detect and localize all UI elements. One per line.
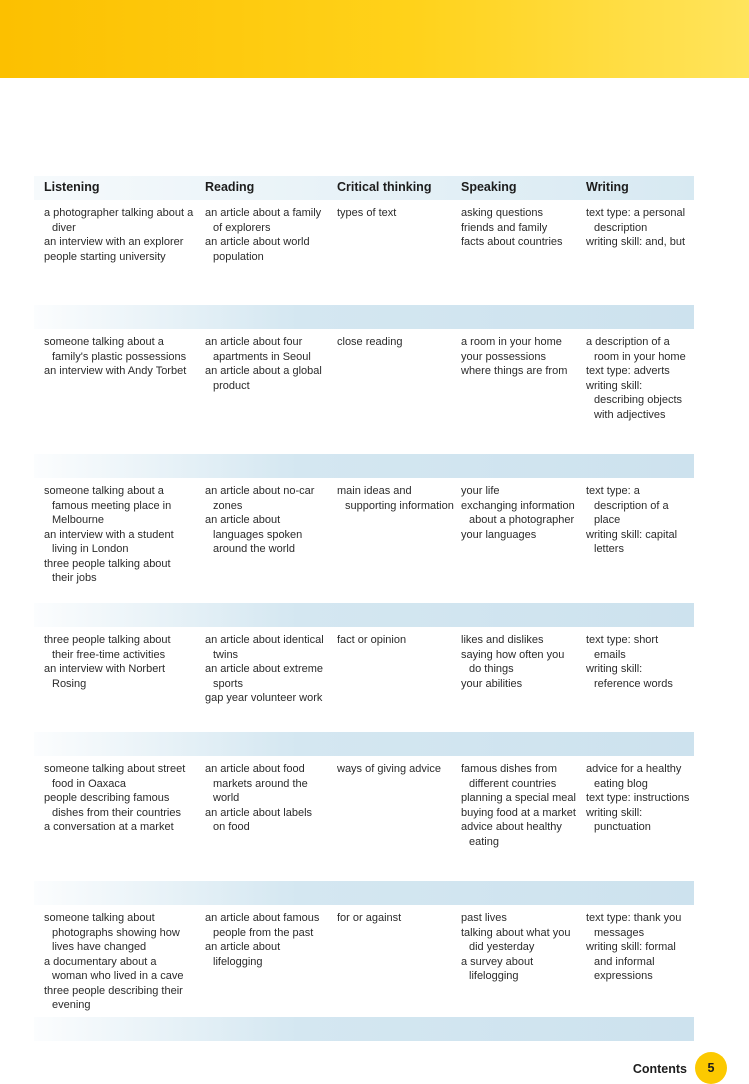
cell-critical xyxy=(337,335,455,350)
cell-entry: for or against xyxy=(337,912,402,924)
contents-label: Contents xyxy=(632,1062,687,1076)
cell-entry: someone talking about a famous meeting place in Melbourne xyxy=(44,485,172,526)
cell-entry: your languages xyxy=(461,528,537,541)
cell-reading xyxy=(205,911,327,969)
table-header xyxy=(34,176,694,200)
top-color-band xyxy=(0,0,749,78)
column-header-speaking: Speaking xyxy=(461,180,517,194)
unit-separator-band xyxy=(34,603,694,627)
cell-entry: a conversation at a market xyxy=(44,821,174,833)
cell-entry: facts about countries xyxy=(461,236,563,248)
cell-listening xyxy=(44,484,194,586)
cell-entry: writing skill: punctuation xyxy=(586,806,651,833)
cell-entry: a documentary about a woman who lived in a cave xyxy=(44,955,184,982)
cell-entry: text type: short emails xyxy=(586,634,659,661)
cell-entry: planning a special meal xyxy=(461,792,576,804)
cell-writing xyxy=(586,911,691,984)
cell-speaking xyxy=(461,762,579,849)
cell-entry: advice about healthy eating xyxy=(461,821,562,848)
cell-entry: gap year volunteer work xyxy=(205,692,323,704)
cell-reading xyxy=(205,206,327,264)
cell-listening xyxy=(44,206,194,264)
cell-entry: famous dishes from different countries xyxy=(461,763,557,790)
cell-listening xyxy=(44,633,194,691)
cell-entry: an article about a family of explorers xyxy=(205,207,322,234)
unit-row xyxy=(34,905,694,1017)
cell-speaking xyxy=(461,335,579,379)
cell-listening xyxy=(44,335,194,379)
cell-entry: a description of a room in your home xyxy=(586,336,686,363)
cell-entry: someone talking about street food in Oaxaca xyxy=(44,763,186,790)
cell-entry: your life xyxy=(461,485,500,497)
cell-entry: types of text xyxy=(337,207,397,219)
unit-separator-band xyxy=(34,881,694,905)
cell-entry: an article about identical twins xyxy=(205,634,324,661)
cell-entry: saying how often you do things xyxy=(461,648,565,675)
cell-entry: an article about extreme sports xyxy=(205,663,324,690)
cell-entry: writing skill: and, but xyxy=(586,236,686,248)
unit-separator-band xyxy=(34,305,694,329)
cell-entry: an interview with an explorer xyxy=(44,236,184,248)
cell-reading xyxy=(205,762,327,835)
cell-entry: an article about four apartments in Seoul xyxy=(205,336,311,363)
unit-row xyxy=(34,329,694,454)
cell-entry: people describing famous dishes from their countries xyxy=(44,792,181,819)
page-number-badge: 5 xyxy=(695,1052,727,1084)
cell-entry: a room in your home xyxy=(461,336,562,348)
cell-entry: exchanging information about a photographer xyxy=(461,499,575,526)
cell-entry: ways of giving advice xyxy=(337,763,441,775)
cell-entry: an article about world population xyxy=(205,236,310,263)
cell-entry: a survey about lifelogging xyxy=(461,955,534,982)
cell-entry: someone talking about photographs showing how lives have changed xyxy=(44,912,180,953)
unit-separator-band xyxy=(34,454,694,478)
column-header-writing: Writing xyxy=(586,180,629,194)
cell-entry: asking questions xyxy=(461,207,543,219)
cell-entry: someone talking about a family's plastic possessions xyxy=(44,336,187,363)
unit-row xyxy=(34,478,694,603)
cell-entry: three people talking about their jobs xyxy=(44,557,171,584)
cell-entry: text type: instructions xyxy=(586,792,690,804)
cell-writing xyxy=(586,206,691,250)
cell-speaking xyxy=(461,633,579,691)
cell-entry: three people talking about their free-time activities xyxy=(44,634,171,661)
cell-entry: text type: a description of a place xyxy=(586,485,669,526)
cell-critical xyxy=(337,633,455,648)
cell-entry: three people describing their evening xyxy=(44,984,183,1011)
cell-critical xyxy=(337,762,455,777)
page-footer xyxy=(0,1046,749,1080)
unit-row xyxy=(34,200,694,305)
cell-entry: writing skill: capital letters xyxy=(586,528,678,555)
cell-entry: text type: adverts xyxy=(586,365,670,377)
cell-entry: your abilities xyxy=(461,677,523,690)
cell-entry: an article about a global product xyxy=(205,365,322,392)
cell-entry: an interview with Norbert Rosing xyxy=(44,663,166,690)
cell-writing xyxy=(586,633,691,691)
cell-critical xyxy=(337,206,455,221)
cell-writing xyxy=(586,484,691,557)
cell-entry: likes and dislikes xyxy=(461,634,544,646)
cell-entry: close reading xyxy=(337,336,403,348)
cell-critical xyxy=(337,911,455,926)
cell-entry: text type: a personal description xyxy=(586,207,686,234)
cell-entry: an article about food markets around the world xyxy=(205,763,308,804)
column-header-reading: Reading xyxy=(205,180,255,194)
cell-critical xyxy=(337,484,455,513)
cell-entry: talking about what you did yesterday xyxy=(461,926,571,953)
cell-entry: an article about lifelogging xyxy=(205,941,281,968)
cell-speaking xyxy=(461,206,579,250)
cell-listening xyxy=(44,911,194,1013)
cell-entry: an interview with a student living in London xyxy=(44,528,174,555)
column-header-critical-thinking: Critical thinking xyxy=(337,180,432,194)
unit-row xyxy=(34,627,694,732)
cell-entry: people starting university xyxy=(44,250,166,263)
cell-entry: where things are from xyxy=(461,365,568,377)
cell-entry: advice for a healthy eating blog xyxy=(586,763,682,790)
cell-reading xyxy=(205,633,327,706)
cell-entry: buying food at a market xyxy=(461,806,576,819)
cell-entry: writing skill: formal and informal expressions xyxy=(586,941,676,982)
cell-entry: your possessions xyxy=(461,350,546,363)
cell-entry: an article about no-car zones xyxy=(205,485,315,512)
cell-writing xyxy=(586,335,691,422)
cell-speaking xyxy=(461,911,579,984)
cell-entry: fact or opinion xyxy=(337,634,407,646)
cell-entry: past lives xyxy=(461,912,507,924)
cell-entry: an article about labels on food xyxy=(205,806,313,833)
unit-row xyxy=(34,756,694,881)
unit-separator-band xyxy=(34,1017,694,1041)
cell-reading xyxy=(205,335,327,393)
cell-listening xyxy=(44,762,194,835)
cell-entry: friends and family xyxy=(461,221,548,234)
column-header-listening: Listening xyxy=(44,180,100,194)
cell-entry: writing skill: describing objects with adjectives xyxy=(586,379,683,421)
cell-entry: an article about famous people from the past xyxy=(205,912,320,939)
unit-separator-band xyxy=(34,732,694,756)
cell-entry: writing skill: reference words xyxy=(586,663,673,690)
cell-reading xyxy=(205,484,327,557)
cell-speaking xyxy=(461,484,579,542)
contents-table xyxy=(34,176,694,1041)
cell-entry: a photographer talking about a diver xyxy=(44,207,194,234)
cell-entry: text type: thank you messages xyxy=(586,912,682,939)
cell-entry: an interview with Andy Torbet xyxy=(44,365,187,377)
cell-entry: an article about languages spoken around the world xyxy=(205,514,303,555)
cell-writing xyxy=(586,762,691,835)
cell-entry: main ideas and supporting information xyxy=(337,485,454,512)
